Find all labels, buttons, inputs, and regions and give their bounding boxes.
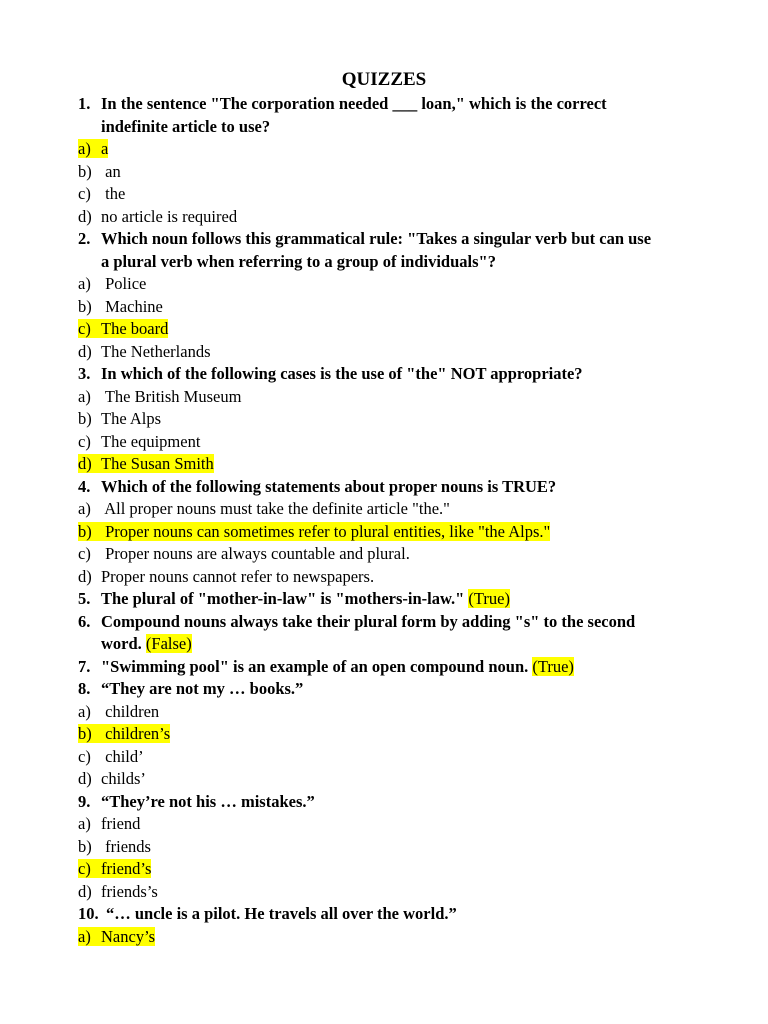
- question-1: 1. In the sentence "The corporation needed ___ loan," which is the correct: [78, 94, 607, 113]
- question-7: 7. "Swimming pool" is an example of an open compound noun. (True): [78, 656, 574, 676]
- option-8c: c) child’: [78, 746, 144, 766]
- option-4d: d) Proper nouns cannot refer to newspapers.: [78, 566, 375, 586]
- option-10a: [78, 926, 728, 949]
- option-1b: b) an: [78, 161, 121, 181]
- answer-highlight: a) a: [78, 139, 109, 158]
- option-1c: c) the: [78, 184, 126, 203]
- option-4a: a) All proper nouns must take the definite article "the.": [78, 499, 450, 518]
- question-1-cont: indefinite article to use?: [101, 116, 271, 136]
- question-10: 10. “… uncle is a pilot. He travels all over the world.”: [78, 904, 457, 923]
- option-4b: [78, 521, 728, 544]
- option-2b: b) Machine: [78, 296, 163, 316]
- answer-tag: (True): [468, 589, 510, 608]
- answer-highlight: b) children’s: [78, 724, 171, 743]
- page-title: QUIZZES: [341, 69, 427, 90]
- question-4: 4. Which of the following statements about proper nouns is TRUE?: [78, 476, 557, 496]
- quiz-content: [78, 93, 728, 948]
- answer-highlight: a) Nancy’s: [78, 926, 156, 946]
- option-3a: a) The British Museum: [78, 386, 242, 406]
- option-9a: a) friend: [78, 814, 141, 833]
- option-9d: d) friends’s: [78, 881, 158, 901]
- option-1d: d) no article is required: [78, 206, 238, 226]
- option-1a: [78, 138, 728, 161]
- question-3: 3. In which of the following cases is the use of "the" NOT appropriate?: [78, 364, 583, 383]
- answer-highlight: b) Proper nouns can sometimes refer to plural entities, like "the Alps.": [78, 521, 551, 541]
- option-9b: b) friends: [78, 836, 151, 856]
- question-6: 6. Compound nouns always take their plural form by adding "s" to the second: [78, 611, 636, 631]
- option-2a: a) Police: [78, 274, 147, 293]
- option-8b: [78, 723, 728, 746]
- option-8a: a) children: [78, 701, 160, 721]
- question-9: 9. “They’re not his … mistakes.”: [78, 791, 315, 811]
- question-2-cont: a plural verb when referring to a group of individuals"?: [101, 251, 496, 271]
- option-4c: c) Proper nouns are always countable and plural.: [78, 544, 410, 563]
- question-6-cont: word. (False): [101, 634, 192, 653]
- answer-tag: (True): [532, 656, 574, 676]
- answer-highlight: d) The Susan Smith: [78, 454, 214, 473]
- question-2: 2. Which noun follows this grammatical rule: "Takes a singular verb but can use: [78, 229, 652, 248]
- answer-highlight: c) The board: [78, 319, 169, 338]
- option-9c: [78, 858, 728, 881]
- question-5: 5. The plural of "mother-in-law" is "mothers-in-law." (True): [78, 589, 510, 608]
- option-3d: [78, 453, 728, 476]
- option-3c: c) The equipment: [78, 431, 201, 451]
- question-8: 8. “They are not my … books.”: [78, 679, 304, 698]
- option-3b: b) The Alps: [78, 409, 162, 428]
- option-2c: [78, 318, 728, 341]
- answer-highlight: c) friend’s: [78, 859, 152, 878]
- option-8d: d) childs’: [78, 769, 146, 788]
- answer-tag: (False): [145, 634, 192, 653]
- option-2d: d) The Netherlands: [78, 341, 211, 361]
